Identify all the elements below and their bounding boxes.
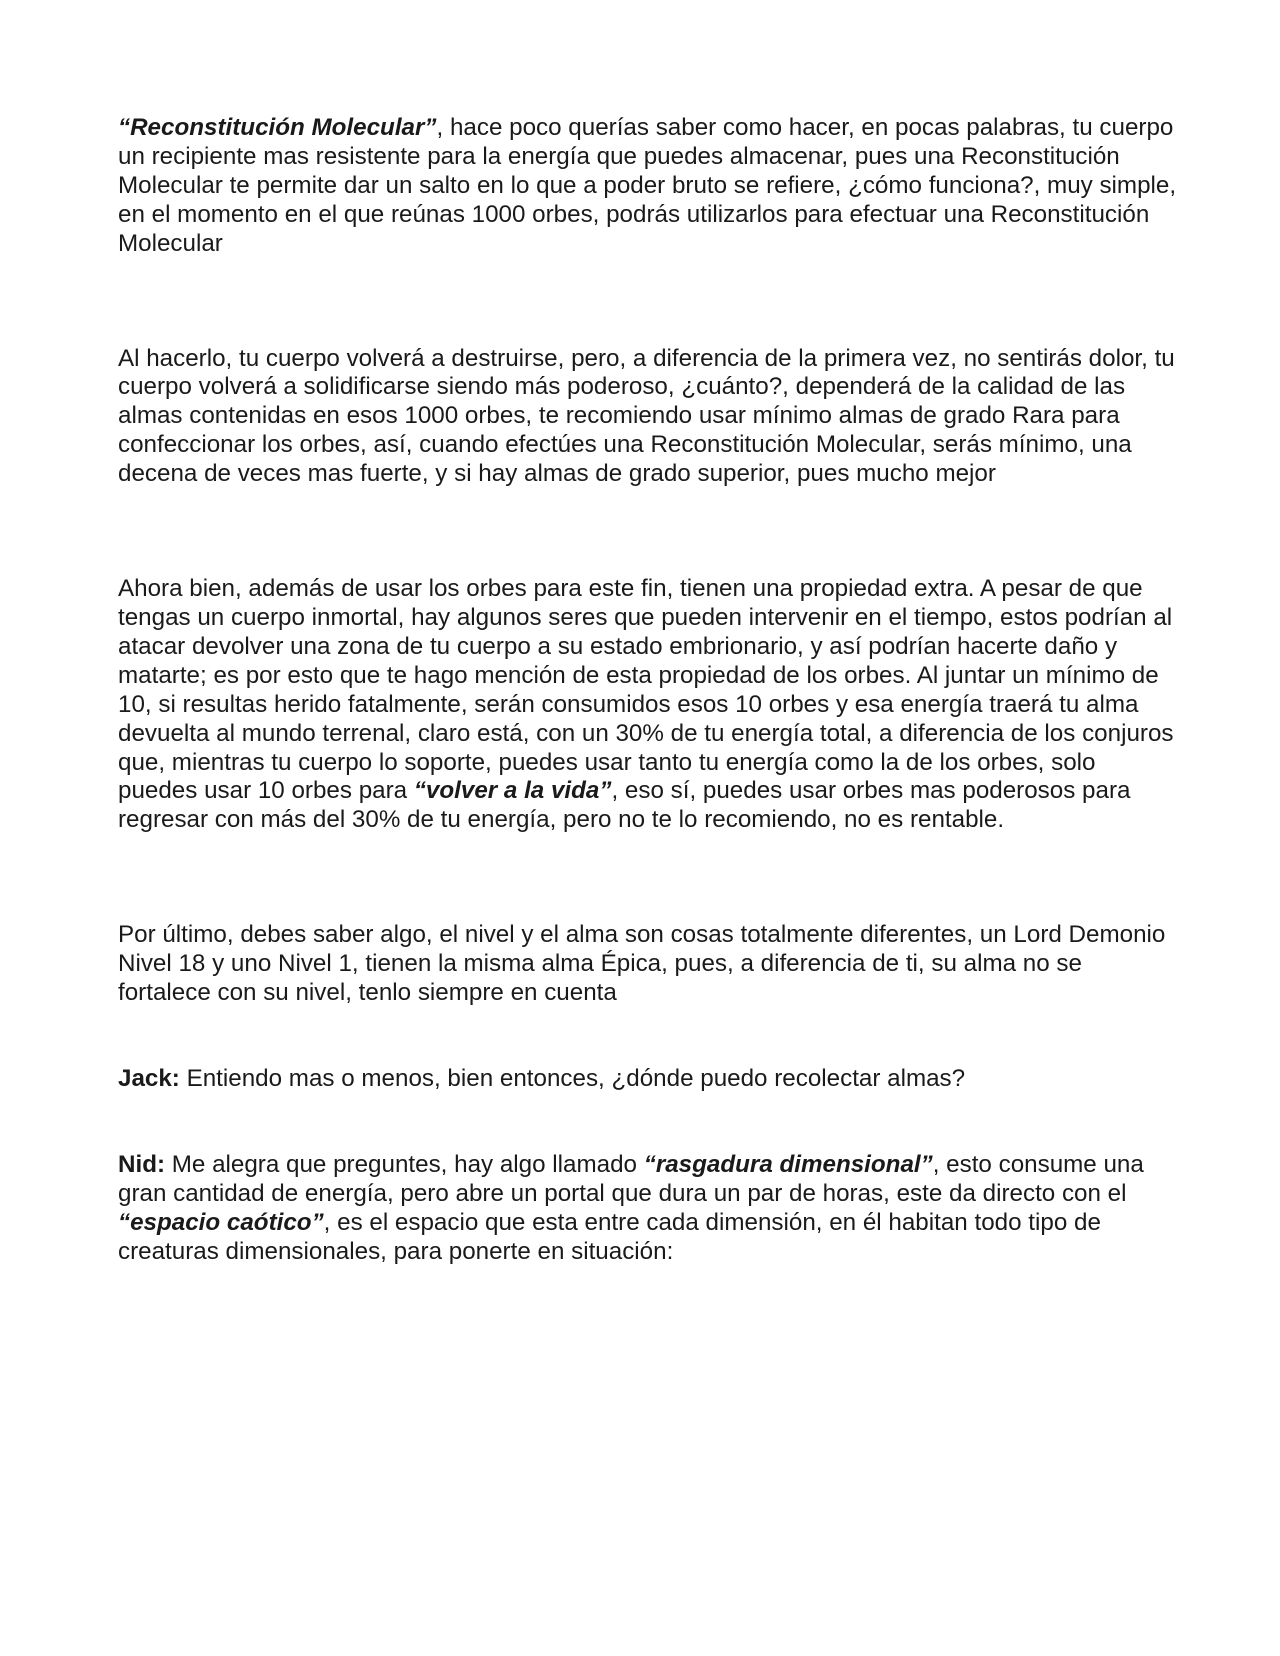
term-rasgadura-dimensional: “rasgadura dimensional” bbox=[643, 1150, 933, 1178]
speaker-nid: Nid: bbox=[118, 1150, 166, 1178]
dialogue-nid bbox=[118, 1151, 1178, 1267]
document-page bbox=[118, 114, 1178, 1266]
paragraph-text: , eso sí, puedes usar orbes mas poderosos para regresar con más del 30% de tu energía, pero no te lo recomiendo, no es rentable. bbox=[118, 777, 1131, 834]
paragraph-text: Al hacerlo, tu cuerpo volverá a destruirse, pero, a diferencia de la primera vez, no sentirás dolor, tu cuerpo volverá a solidificarse siendo más poderoso, ¿cuánto?, dependerá de la calidad de las almas contenidas en esos 1000 orbes, te recomiendo usar mínimo almas de grado Rara para confeccionar los orbes, así, cuando efectúes una Reconstitución Molecular, serás mínimo, una decena de veces mas fuerte, y si hay almas de grado superior, pues mucho mejor bbox=[118, 344, 1175, 488]
speaker-jack: Jack: bbox=[118, 1064, 180, 1092]
paragraph-ahora-bien bbox=[118, 575, 1178, 835]
dialogue-jack bbox=[118, 1065, 1178, 1094]
term-volver-a-la-vida: “volver a la vida” bbox=[413, 777, 612, 805]
paragraph-text: Por último, debes saber algo, el nivel y el alma son cosas totalmente diferentes, un Lord Demonio Nivel 18 y uno Nivel 1, tienen la misma alma Épica, pues, a diferencia de ti, su alma no se fortalece con su nivel, tenlo siempre en cuenta bbox=[118, 921, 1166, 1007]
term-espacio-caotico: “espacio caótico” bbox=[118, 1208, 324, 1236]
dialogue-text: , esto consume una gran cantidad de energía, pero abre un portal que dura un par de horas, este da directo con el bbox=[118, 1150, 1144, 1207]
term-reconstitucion-molecular: “Reconstitución Molecular” bbox=[118, 114, 437, 141]
paragraph-al-hacerlo bbox=[118, 345, 1178, 490]
dialogue-text: Me alegra que preguntes, hay algo llamado bbox=[165, 1150, 644, 1178]
paragraph-text: , hace poco querías saber como hacer, en pocas palabras, tu cuerpo un recipiente mas resistente para la energía que puedes almacenar, pues una Reconstitución Molecular te permite dar un salto en lo que a poder bruto se refiere, ¿cómo funciona?, muy simple, en el momento en el que reúnas 1000 orbes, podrás utilizarlos para efectuar una Reconstitución Molecular bbox=[118, 114, 1177, 257]
paragraph-reconstitucion bbox=[118, 114, 1178, 259]
dialogue-text: Entiendo mas o menos, bien entonces, ¿dónde puedo recolectar almas? bbox=[179, 1064, 966, 1092]
dialogue-text: , es el espacio que esta entre cada dimensión, en él habitan todo tipo de creaturas dimensionales, para ponerte en situación: bbox=[118, 1208, 1101, 1265]
paragraph-por-ultimo bbox=[118, 921, 1178, 1008]
paragraph-text: Ahora bien, además de usar los orbes para este fin, tienen una propiedad extra. A pesar de que tengas un cuerpo inmortal, hay algunos seres que pueden intervenir en el tiempo, estos podrían al atacar devolver una zona de tu cuerpo a su estado embrionario, y así podrían hacerte daño y matarte; es por esto que te hago mención de esta propiedad de los orbes. Al juntar un mínimo de 10, si resultas herido fatalmente, serán consumidos esos 10 orbes y esa energía traerá tu alma devuelta al mundo terrenal, claro está, con un 30% de tu energía total, a diferencia de los conjuros que, mientras tu cuerpo lo soporte, puedes usar tanto tu energía como la de los orbes, solo puedes usar 10 orbes para bbox=[118, 575, 1174, 805]
